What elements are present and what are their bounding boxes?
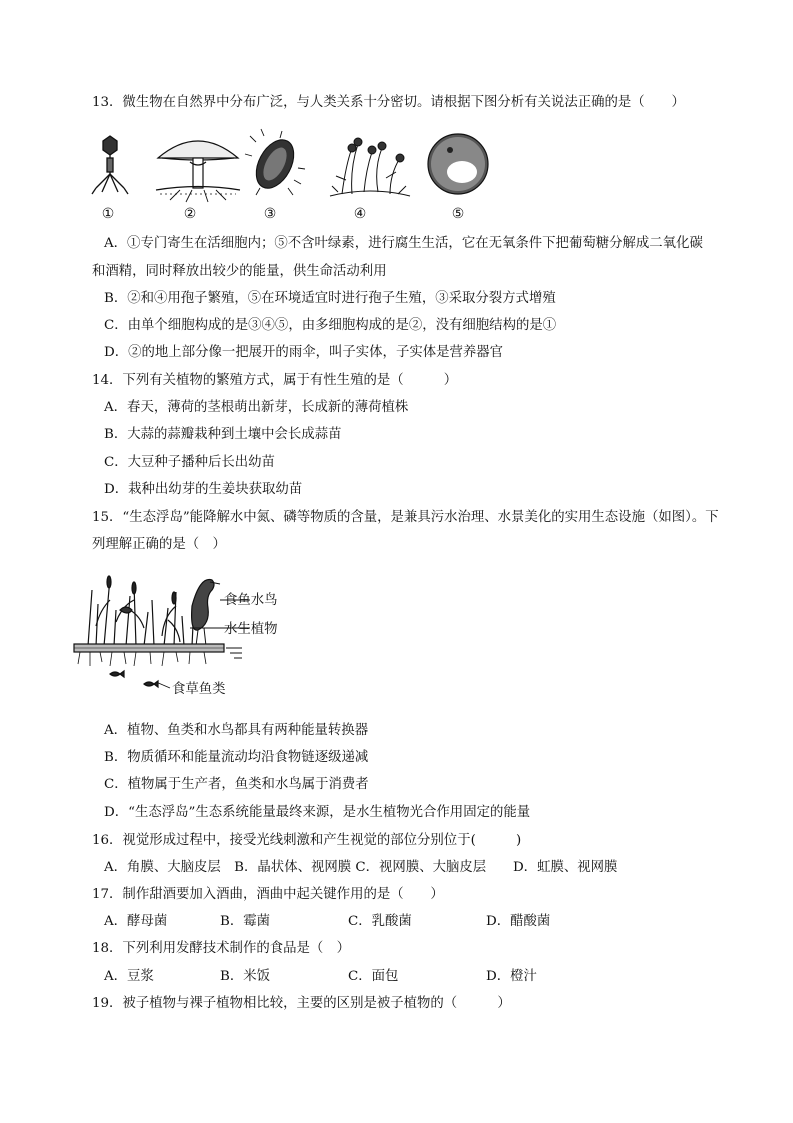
- figure-label-2: ②: [183, 206, 197, 222]
- question-17-option-b: B．霉菌: [220, 914, 271, 929]
- label-fish-eating-bird: 食鱼水鸟: [224, 593, 278, 608]
- microorganism-figure: [80, 128, 500, 206]
- ecological-island-figure: [70, 570, 250, 698]
- question-13-stem: 13．微生物在自然界中分布广泛，与人类关系十分密切。请根据下图分析有关说法正确的是（ ）: [92, 95, 685, 110]
- mushroom-drawing: [156, 141, 240, 202]
- label-aquatic-plant: 水生植物: [224, 622, 278, 637]
- question-15-stem-line-1: 15．“生态浮岛”能降解水中氮、磷等物质的含量，是兼具污水治理、水景美化的实用生态设施（如图）。下: [92, 510, 719, 525]
- question-14-stem: 14．下列有关植物的繁殖方式，属于有性生殖的是（ ）: [92, 373, 458, 388]
- mold-drawing: [330, 138, 410, 196]
- figure-label-3: ③: [263, 206, 277, 222]
- question-18-option-a: A．豆浆: [104, 969, 154, 984]
- bacterium-drawing: [245, 129, 305, 195]
- question-18-option-c: C．面包: [348, 969, 399, 984]
- yeast-drawing: [428, 134, 488, 194]
- question-18-option-d: D．橙汁: [486, 969, 537, 984]
- figure-label-5: ⑤: [451, 206, 465, 222]
- question-14-option-b: B．大蒜的蒜瓣栽种到土壤中会长成蒜苗: [104, 427, 342, 442]
- question-13-option-d: D．②的地上部分像一把展开的雨伞，叫子实体，子实体是营养器官: [104, 345, 504, 360]
- question-16-stem: 16．视觉形成过程中，接受光线刺激和产生视觉的部位分别位于( ): [92, 833, 522, 848]
- question-19-stem: 19．被子植物与裸子植物相比较，主要的区别是被子植物的（ ）: [92, 996, 511, 1011]
- label-herbivorous-fish: 食草鱼类: [172, 682, 226, 697]
- figure-label-1: ①: [101, 206, 115, 222]
- question-14-option-d: D．栽种出幼芽的生姜块获取幼苗: [104, 482, 303, 497]
- question-13-option-c: C．由单个细胞构成的是③④⑤，由多细胞构成的是②，没有细胞结构的是①: [104, 318, 557, 333]
- question-17-option-a: A．酵母菌: [104, 914, 168, 929]
- question-14-option-c: C．大豆种子播种后长出幼苗: [104, 455, 275, 470]
- figure-label-4: ④: [353, 206, 367, 222]
- question-17-option-c: C．乳酸菌: [348, 914, 412, 929]
- question-18-stem: 18．下列利用发酵技术制作的食品是（ ）: [92, 941, 351, 956]
- question-13-option-a-cont: 和酒精，同时释放出较少的能量，供生命活动利用: [92, 264, 387, 279]
- question-18-option-b: B．米饭: [220, 969, 271, 984]
- question-17-option-d: D．醋酸菌: [486, 914, 551, 929]
- question-13-option-b: B．②和④用孢子繁殖，⑤在环境适宜时进行孢子生殖，③采取分裂方式增殖: [104, 291, 556, 306]
- question-13-option-a: A．①专门寄生在活细胞内；⑤不含叶绿素，进行腐生生活，它在无氧条件下把葡萄糖分解成二氧化碳: [104, 236, 703, 251]
- question-17-stem: 17．制作甜酒要加入酒曲，酒曲中起关键作用的是（ ）: [92, 887, 444, 902]
- bacteriophage-drawing: [92, 136, 128, 194]
- question-15-option-d: D．“生态浮岛”生态系统能量最终来源，是水生植物光合作用固定的能量: [104, 805, 531, 820]
- question-15-option-a: A．植物、鱼类和水鸟都具有两种能量转换器: [104, 723, 369, 738]
- question-14-option-a: A．春天，薄荷的茎根萌出新芽，长成新的薄荷植株: [104, 400, 409, 415]
- question-15-stem-line-2: 列理解正确的是（ ）: [92, 537, 226, 552]
- question-15-option-b: B．物质循环和能量流动均沿食物链逐级递减: [104, 750, 369, 765]
- question-15-option-c: C．植物属于生产者，鱼类和水鸟属于消费者: [104, 777, 369, 792]
- question-16-options: A．角膜、大脑皮层 B．晶状体、视网膜 C．视网膜、大脑皮层 D．虹膜、视网膜: [104, 860, 618, 875]
